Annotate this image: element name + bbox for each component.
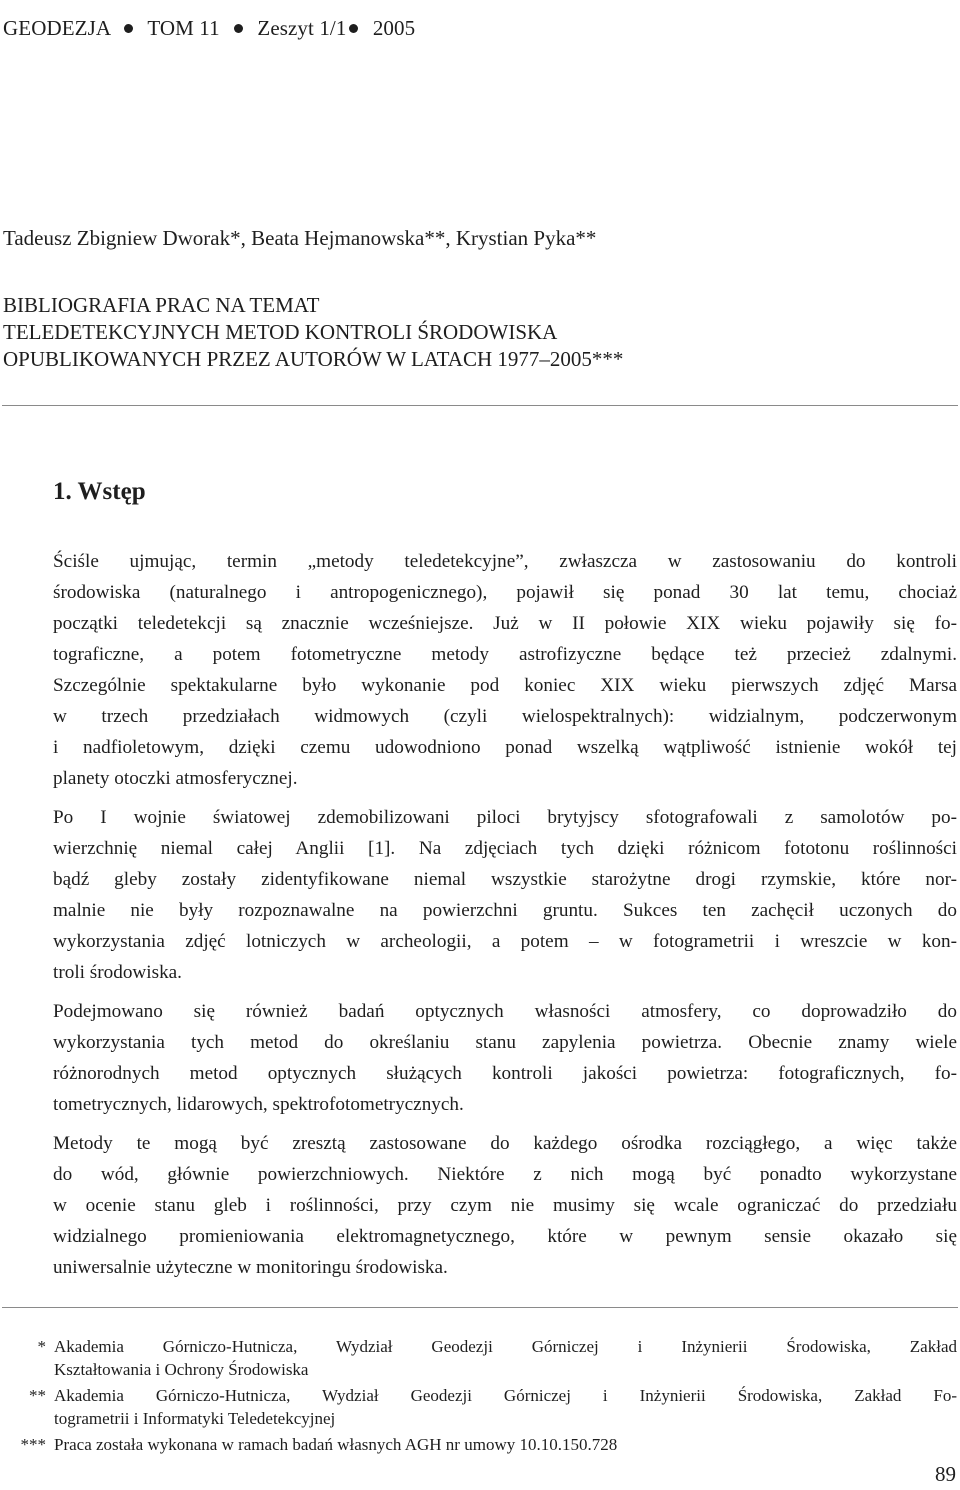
text-line: wykorzystania zdjęć lotniczych w archeologii, a potem – w fotogrametrii i wreszcie w kon-	[53, 931, 957, 952]
text-line: tograficzne, a potem fotometryczne metody astrofizyczne będące też przecież zdalnymi.	[53, 644, 957, 665]
text-line: w ocenie stanu gleb i roślinności, przy czym nie musimy się wcale ograniczać do przedziału	[53, 1195, 957, 1216]
text-line: Metody te mogą być zresztą zastosowane do każdego ośrodka rozciągłego, a więc także	[53, 1133, 957, 1154]
text-line: planety otoczki atmosferycznej.	[53, 768, 298, 789]
footnote	[0, 1335, 957, 1381]
text-line: do wód, głównie powierzchniowych. Niektóre z nich mogą być ponadto wykorzystane	[53, 1164, 957, 1185]
journal-name: GEODEZJA	[3, 16, 110, 40]
footnote	[0, 1384, 957, 1430]
text-line: Ściśle ujmując, termin „metody teledetekcyjne”, zwłaszcza w zastosowaniu do kontroli	[53, 551, 957, 572]
title-line: BIBLIOGRAFIA PRAC NA TEMAT	[3, 293, 320, 317]
bullet-separator-icon	[124, 24, 133, 33]
text-line: różnorodnych metod optycznych służących kontroli jakości powietrza: fotograficznych, fo-	[53, 1063, 957, 1084]
text-line: Podejmowano się również badań optycznych własności atmosfery, co doprowadziło do	[53, 1001, 957, 1022]
text-line: widzialnego promieniowania elektromagnetycznego, które w pewnym sensie okazało się	[53, 1226, 957, 1247]
text-line: wierzchnię niemal całej Anglii [1]. Na zdjęciach tych dzięki różnicom fototonu roślinności	[53, 838, 957, 859]
text-line: wykorzystania tych metod do określaniu stanu zapylenia powietrza. Obecnie znamy wiele	[53, 1032, 957, 1053]
title-line: OPUBLIKOWANYCH PRZEZ AUTORÓW W LATACH 1977–2005***	[3, 347, 624, 371]
footnote	[0, 1433, 957, 1456]
footnote-line: Akademia Górniczo-Hutnicza, Wydział Geodezji Górniczej i Inżynierii Środowiska, Zakład Fo-	[54, 1386, 957, 1405]
footnotes	[0, 1335, 957, 1459]
title-divider	[2, 405, 958, 406]
bullet-separator-icon	[349, 24, 358, 33]
text-line: Szczególnie spektakularne było wykonanie pod koniec XIX wieku pierwszych zdjęć Marsa	[53, 675, 957, 696]
footnote-line: Praca została wykonana w ramach badań własnych AGH nr umowy 10.10.150.728	[54, 1435, 618, 1454]
text-line: bądź gleby zostały zidentyfikowane niemal wszystkie starożytne drogi rzymskie, które nor-	[53, 869, 957, 890]
footnote-mark: **	[29, 1386, 46, 1405]
footnote-divider	[2, 1307, 958, 1308]
footnote-line: Kształtowania i Ochrony Środowiska	[54, 1360, 309, 1379]
title-line: TELEDETEKCYJNYCH METOD KONTROLI ŚRODOWISKA	[3, 320, 558, 344]
body-text	[0, 546, 957, 1291]
issue-number: Zeszyt 1/1	[257, 16, 347, 40]
text-line: uniwersalnie użyteczne w monitoringu środowiska.	[53, 1257, 448, 1278]
text-line: Po I wojnie światowej zdemobilizowani piloci brytyjscy sfotografowali z samolotów po-	[53, 807, 957, 828]
paragraph	[0, 996, 957, 1120]
text-line: środowiska (naturalnego i antropogenicznego), pojawił się ponad 30 lat temu, chociaż	[53, 582, 957, 603]
paragraph	[0, 802, 957, 988]
running-head	[3, 16, 415, 41]
paragraph	[0, 1128, 957, 1283]
paragraph	[0, 546, 957, 794]
publication-year: 2005	[372, 16, 416, 40]
volume-number: TOM 11	[147, 16, 220, 40]
text-line: początki teledetekcji są znacznie wcześniejsze. Już w II połowie XIX wieku pojawiły się fo-	[53, 613, 957, 634]
section-heading: 1. Wstęp	[53, 478, 146, 505]
bullet-separator-icon	[234, 24, 243, 33]
footnote-mark: ***	[20, 1435, 46, 1454]
footnote-mark: *	[37, 1337, 46, 1356]
text-line: malnie nie były rozpoznawalne na powierzchni gruntu. Sukces ten zachęcił uczonych do	[53, 900, 957, 921]
article-title	[3, 292, 623, 373]
text-line: troli środowiska.	[53, 962, 182, 983]
text-line: tometrycznych, lidarowych, spektrofotometrycznych.	[53, 1094, 464, 1115]
footnote-line: togrametrii i Informatyki Teledetekcyjnej	[54, 1409, 336, 1428]
footnote-line: Akademia Górniczo-Hutnicza, Wydział Geodezji Górniczej i Inżynierii Środowiska, Zakład	[54, 1337, 957, 1356]
page-number: 89	[935, 1462, 956, 1486]
article-authors: Tadeusz Zbigniew Dworak*, Beata Hejmanowska**, Krystian Pyka**	[3, 226, 597, 250]
text-line: i nadfioletowym, dzięki czemu udowodniono ponad wszelką wątpliwość istnienie wokół tej	[53, 737, 957, 758]
text-line: w trzech przedziałach widmowych (czyli wielospektralnych): widzialnym, podczerwonym	[53, 706, 957, 727]
